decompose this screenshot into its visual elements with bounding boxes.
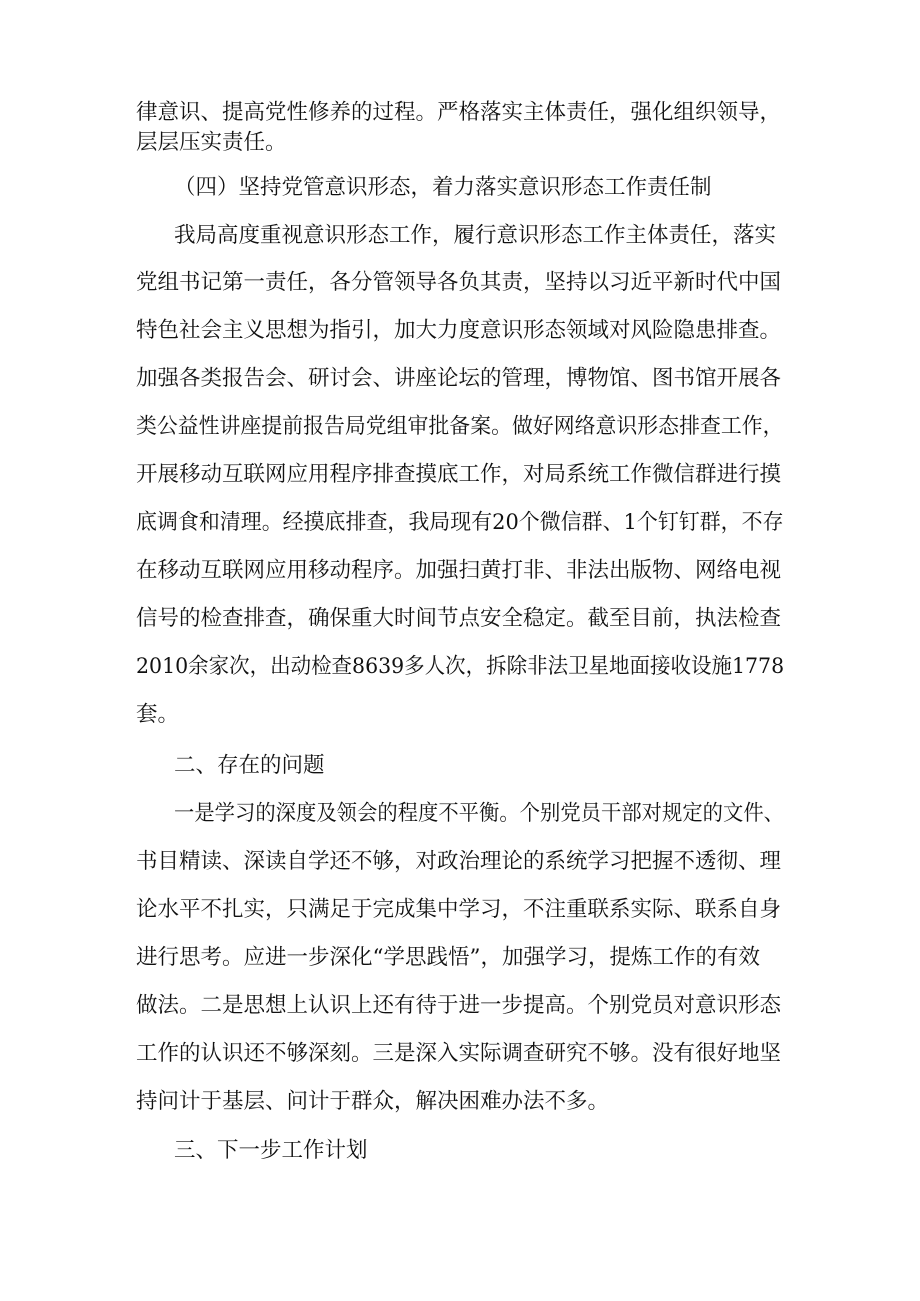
text-line: 2010余家次，出动检查8639多人次，拆除非法卫星地面接收设施1778: [136, 654, 785, 679]
text-line: 书目精读、深读自学还不够，对政治理论的系统学习把握不透彻、理: [136, 849, 782, 874]
text-line: 类公益性讲座提前报告局党组审批备案。做好网络意识形态排查工作，: [136, 414, 784, 439]
text-line: 信号的检查排查，确保重大时间节点安全稳定。截至目前，执法检查: [136, 606, 782, 631]
text-line: 做法。二是思想上认识上还有待于进一步提高。个别党员对意识形态: [136, 993, 782, 1018]
text-line: 一是学习的深度及领会的程度不平衡。个别党员干部对规定的文件、: [174, 801, 784, 826]
text-line: 层层压实责任。: [136, 130, 287, 155]
text-line: 律意识、提高党性修养的过程。严格落实主体责任，强化组织领导，: [136, 100, 782, 125]
text-line: 进行思考。应进一步深化“学思践悟”，加强学习，提炼工作的有效: [136, 945, 760, 970]
text-line: 我局高度重视意识形态工作，履行意识形态工作主体责任，落实: [174, 223, 777, 248]
text-line: 加强各类报告会、研讨会、讲座论坛的管理，博物馆、图书馆开展各: [136, 366, 782, 391]
text-line: 开展移动互联网应用程序排查摸底工作，对局系统工作微信群进行摸: [136, 462, 782, 487]
section-heading: 三、下一步工作计划: [174, 1138, 368, 1163]
text-line: 在移动互联网应用移动程序。加强扫黄打非、非法出版物、网络电视: [136, 558, 782, 583]
section-heading: （四）坚持党管意识形态，着力落实意识形态工作责任制: [174, 175, 712, 200]
text-line: 党组书记第一责任，各分管领导各负其责，坚持以习近平新时代中国: [136, 270, 782, 295]
text-line: 特色社会主义思想为指引，加大力度意识形态领域对风险隐患排查。: [136, 318, 782, 343]
text-line: 底调食和清理。经摸底排查，我局现有20个微信群、1个钉钉群，不存: [136, 510, 784, 535]
text-line: 套。: [136, 702, 180, 727]
text-line: 论水平不扎实，只满足于完成集中学习，不注重联系实际、联系自身: [136, 897, 782, 922]
text-line: 持问计于基层、问计于群众，解决困难办法不多。: [136, 1089, 610, 1114]
section-heading: 二、存在的问题: [174, 753, 325, 778]
text-line: 工作的认识还不够深刻。三是深入实际调查研究不够。没有很好地坚: [136, 1041, 782, 1066]
